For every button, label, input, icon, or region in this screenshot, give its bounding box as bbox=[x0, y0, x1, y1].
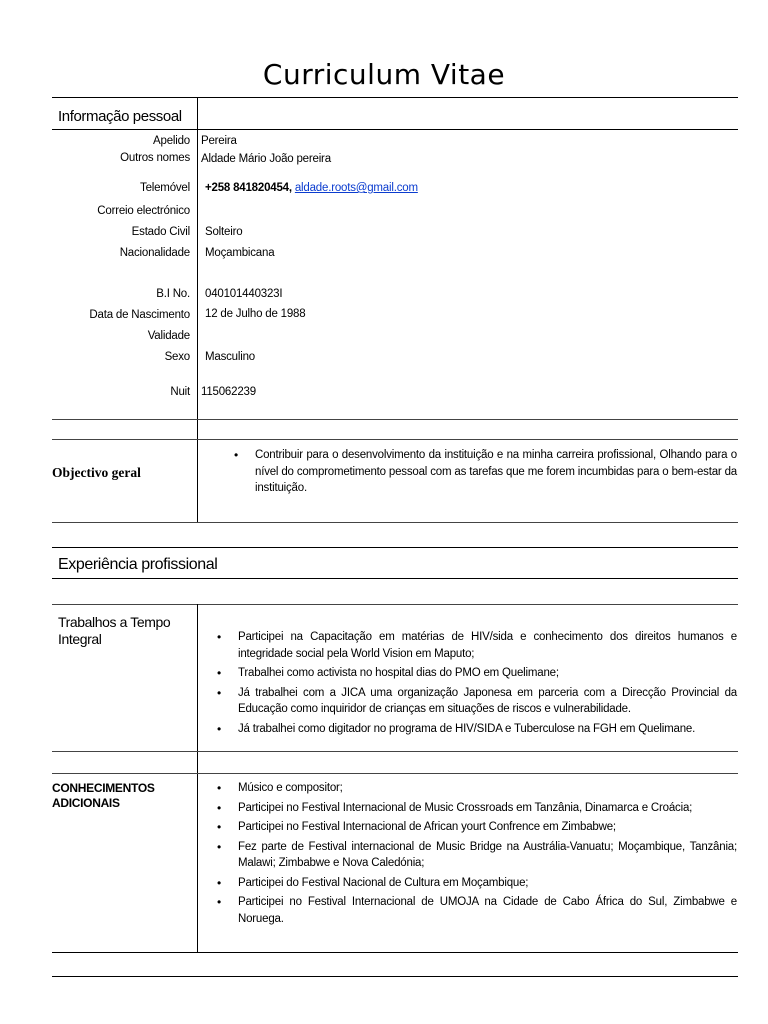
estado-civil-value: Solteiro bbox=[205, 226, 243, 238]
nascimento-label: Data de Nascimento bbox=[89, 309, 190, 321]
table-top-border bbox=[52, 97, 738, 98]
page-bottom-rule bbox=[52, 976, 738, 977]
phone-number: +258 841820454, bbox=[205, 182, 292, 194]
knowledge-bottom-border bbox=[52, 952, 738, 953]
personal-column-divider bbox=[197, 97, 198, 523]
knowledge-heading: CONHECIMENTOS ADICIONAIS bbox=[52, 781, 155, 810]
outros-nomes-label: Outros nomes bbox=[120, 152, 190, 164]
jobs-list bbox=[212, 629, 737, 740]
objective-list bbox=[229, 447, 737, 500]
personal-heading: Informação pessoal bbox=[58, 108, 182, 125]
bi-label: B.I No. bbox=[156, 288, 190, 300]
experience-bottom-border bbox=[52, 578, 738, 579]
document-title: Curriculum Vitae bbox=[262, 58, 506, 91]
objective-top-border bbox=[52, 439, 738, 440]
knowledge-top-border bbox=[52, 773, 738, 774]
list-item: • Participei na Capacitação em matérias de HIV/sida e conhecimento dos direitos humanos e integridade social pela World Vision em Maputo; bbox=[212, 629, 737, 662]
apelido-label: Apelido bbox=[153, 135, 190, 147]
personal-header-border bbox=[52, 129, 738, 130]
jobs-heading: Trabalhos a Tempo Integral bbox=[58, 614, 171, 647]
personal-bottom-border bbox=[52, 419, 738, 420]
list-item: • Fez parte de Festival internacional de Music Bridge na Austrália-Vanuatu; Moçambique, Tanzânia; Malawi; Zimbabwe e Nova Caledónia; bbox=[212, 839, 737, 872]
jobs-top-border bbox=[52, 604, 738, 605]
experience-top-border bbox=[52, 547, 738, 548]
objective-heading: Objectivo geral bbox=[52, 465, 141, 480]
telemovel-value bbox=[205, 182, 418, 194]
list-item: • Participei no Festival Internacional de UMOJA na Cidade de Cabo África do Sul, Zimbabwe e Noruega. bbox=[212, 894, 737, 927]
list-item: • Participei do Festival Nacional de Cultura em Moçambique; bbox=[212, 875, 737, 892]
telemovel-label: Telemóvel bbox=[140, 182, 190, 194]
list-item: • Músico e compositor; bbox=[212, 780, 737, 797]
jobs-bottom-border bbox=[52, 751, 738, 752]
list-item: • Já trabalhei com a JICA uma organização Japonesa em parceria com a Direcção Provincial da Educação como inquiridor de crianças em situações de riscos e vulnerabilidade. bbox=[212, 685, 737, 718]
nuit-label: Nuit bbox=[170, 386, 190, 398]
email-link[interactable]: aldade.roots@gmail.com bbox=[294, 182, 418, 194]
knowledge-list bbox=[212, 780, 737, 930]
nacionalidade-value: Moçambicana bbox=[205, 247, 275, 259]
nuit-value: 115062239 bbox=[201, 386, 256, 398]
estado-civil-label: Estado Civil bbox=[131, 226, 190, 238]
objective-bottom-border bbox=[52, 522, 738, 523]
list-item: • Participei no Festival Internacional de Music Crossroads em Tanzânia, Dinamarca e Croácia; bbox=[212, 800, 737, 817]
sexo-label: Sexo bbox=[164, 351, 190, 363]
experience-heading: Experiência profissional bbox=[58, 556, 218, 573]
jobs-column-divider bbox=[197, 604, 198, 952]
list-item: • Contribuir para o desenvolvimento da instituição e na minha carreira profissional, Olhando para o nível do comprometimento pessoal com as tarefas que me forem incumbidas para o bem-estar da instituição. bbox=[229, 447, 737, 497]
list-item: • Trabalhei como activista no hospital dias do PMO em Quelimane; bbox=[212, 665, 737, 682]
outros-nomes-value: Aldade Mário João pereira bbox=[201, 153, 331, 165]
nascimento-value: 12 de Julho de 1988 bbox=[205, 308, 306, 320]
bi-value: 040101440323I bbox=[205, 288, 283, 300]
nacionalidade-label: Nacionalidade bbox=[119, 247, 190, 259]
apelido-value: Pereira bbox=[201, 135, 237, 147]
sexo-value: Masculino bbox=[205, 351, 255, 363]
list-item: • Já trabalhei como digitador no programa de HIV/SIDA e Tuberculose na FGH em Quelimane. bbox=[212, 721, 737, 738]
validade-label: Validade bbox=[147, 330, 190, 342]
correio-label: Correio electrónico bbox=[97, 205, 190, 217]
list-item: • Participei no Festival Internacional de African yourt Confrence em Zimbabwe; bbox=[212, 819, 737, 836]
